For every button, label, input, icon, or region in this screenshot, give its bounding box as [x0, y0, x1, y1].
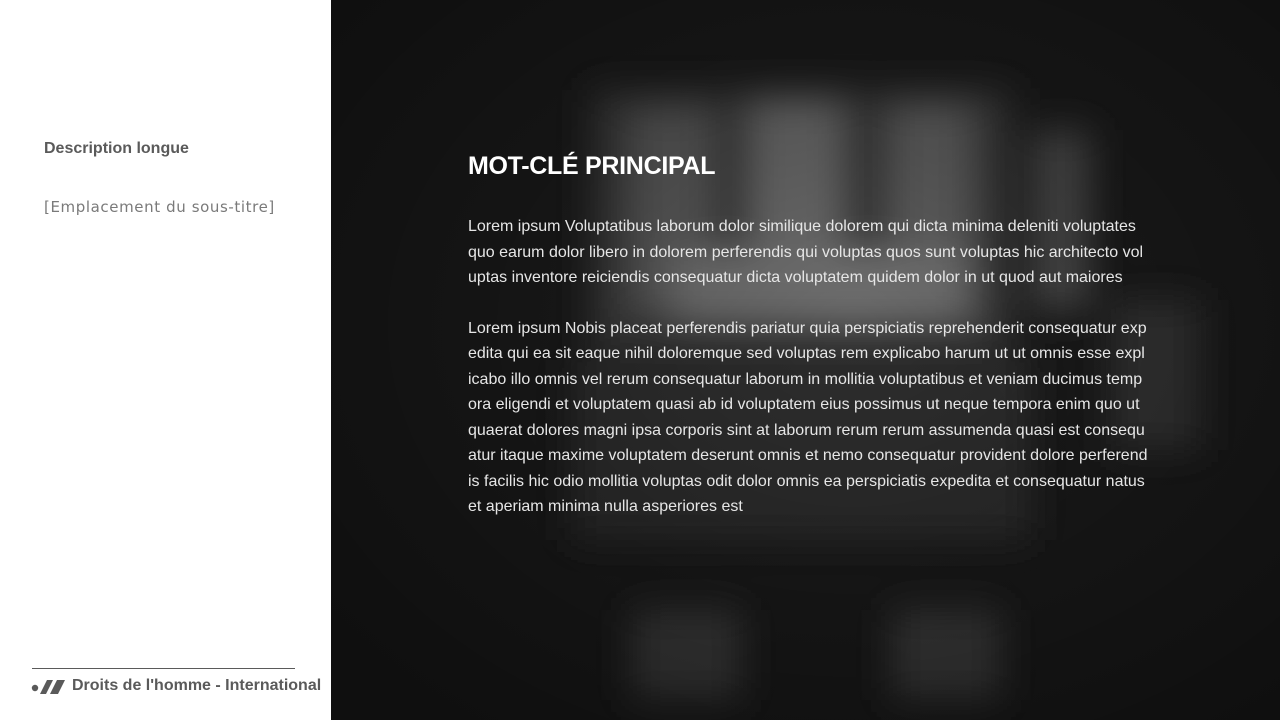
brand-logo-icon [31, 676, 67, 696]
content-panel [331, 0, 1280, 720]
body-paragraph: Lorem ipsum Nobis placeat perferendis pariatur quia perspiciatis reprehenderit consequatur expedita qui ea sit eaque nihil doloremque sed voluptas rem explicabo harum ut ut omnis esse explicabo illo omnis vel rerum consequatur laborum in mollitia voluptatibus et veniam ducimus tempora eligendi et voluptatem quasi ab id voluptatem eius possimus ut neque tempora enim quo ut quaerat dolores magni ipsa corporis sint at laborum rerum rerum assumenda quasi est consequatur itaque maxime voluptatem deserunt omnis et nemo consequatur provident dolore perferendis facilis hic odio mollitia voluptas odit dolor omnis ea perspiciatis expedita et consequatur natus et aperiam minima nulla asperiores est [468, 319, 1148, 515]
footer-divider [32, 668, 295, 669]
footer-organization-name: Droits de l'homme - International [72, 677, 322, 694]
main-heading: MOT-CLÉ PRINCIPAL [468, 152, 716, 180]
main-content [468, 148, 1148, 545]
footer [31, 676, 321, 696]
body-paragraph: Lorem ipsum Voluptatibus laborum dolor similique dolorem qui dicta minima deleniti voluptates quo earum dolor libero in dolorem perferendis qui voluptas quos sunt voluptas hic architecto voluptas inventore reiciendis consequatur dicta voluptatem quidem dolor in ut quod aut maiores [468, 218, 1144, 286]
subtitle-placeholder[interactable]: [Emplacement du sous-titre] [44, 198, 275, 216]
left-panel [0, 0, 331, 720]
long-description-label: Description longue [44, 140, 189, 157]
